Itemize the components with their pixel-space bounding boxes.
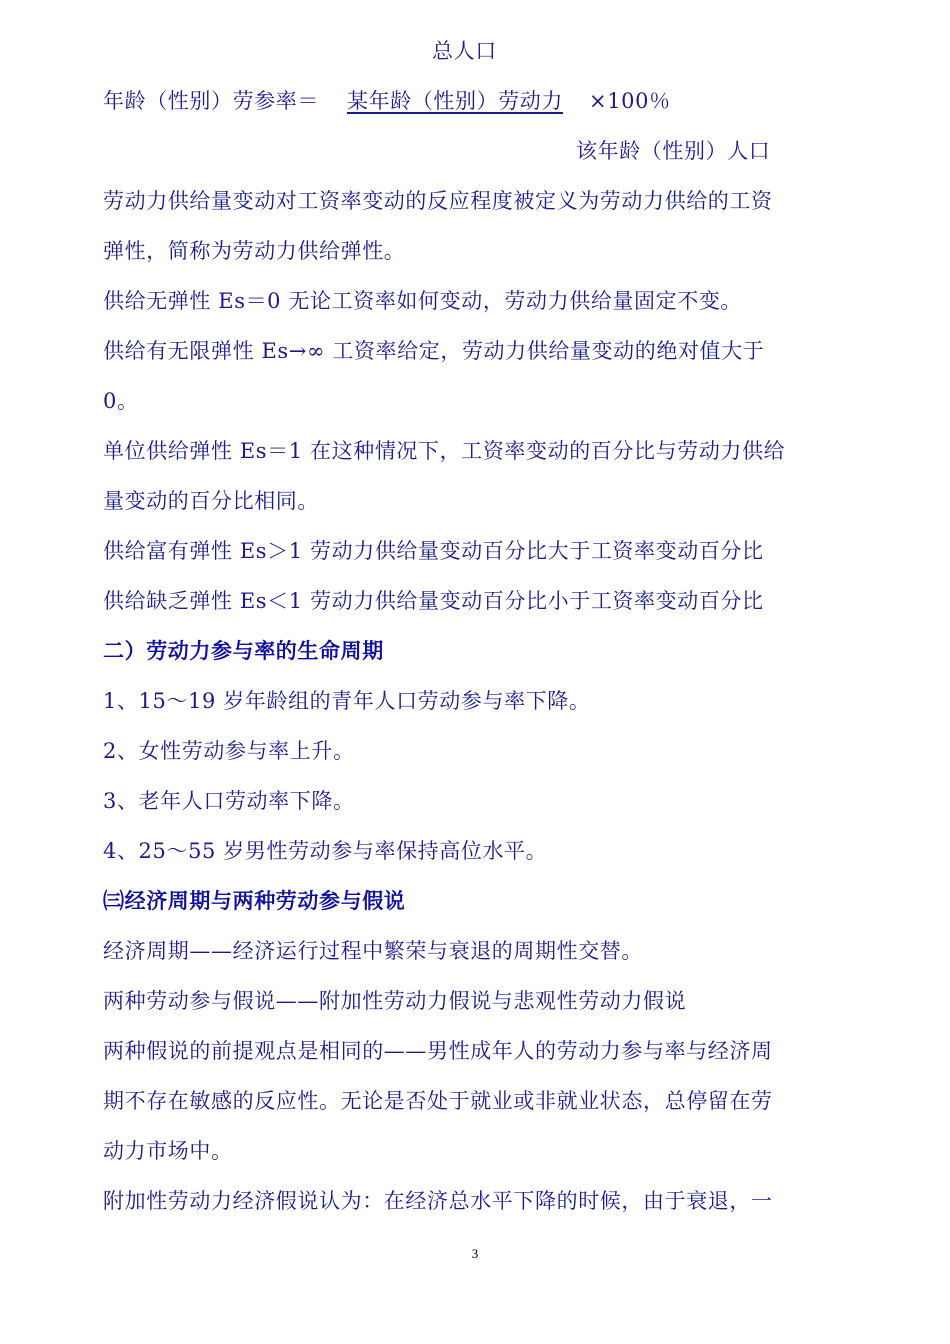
section-2-heading: 二）劳动力参与率的生命周期	[103, 638, 384, 663]
additive-hypothesis-line-1: 附加性劳动力经济假说认为：在经济总水平下降的时候，由于衰退，一	[103, 1189, 773, 1213]
premise-line-3: 动力市场中。	[103, 1139, 233, 1163]
page-number: 3	[471, 1246, 479, 1261]
list-item: 1、15～19 岁年龄组的青年人口劳动参与率下降。	[103, 689, 591, 713]
infinite-elasticity-line-1: 供给有无限弹性 Es→∞ 工资率给定，劳动力供给量变动的绝对值大于	[103, 339, 765, 363]
formula-denominator: 该年龄（性别）人口	[576, 139, 771, 163]
formula-multiplier: ×100％	[589, 89, 671, 113]
section-3-heading: ㈢经济周期与两种劳动参与假说	[103, 888, 406, 913]
unit-elasticity-line-1: 单位供给弹性 Es＝1 在这种情况下，工资率变动的百分比与劳动力供给	[103, 439, 786, 463]
list-item: 3、老年人口劳动率下降。	[103, 789, 355, 813]
inelastic-supply: 供给无弹性 Es＝0 无论工资率如何变动，劳动力供给量固定不变。	[103, 289, 743, 313]
unit-elasticity-line-2: 量变动的百分比相同。	[103, 489, 319, 513]
formula-lhs: 年龄（性别）劳参率＝	[103, 89, 319, 113]
formula-top-denominator: 总人口	[432, 39, 497, 63]
elastic-supply: 供给富有弹性 Es＞1 劳动力供给量变动百分比大于工资率变动百分比	[103, 539, 764, 563]
two-hypotheses: 两种劳动参与假说——附加性劳动力假说与悲观性劳动力假说	[103, 989, 687, 1013]
premise-line-2: 期不存在敏感的反应性。无论是否处于就业或非就业状态，总停留在劳	[103, 1089, 773, 1113]
formula-line	[103, 86, 671, 116]
inelastic-supply-lack: 供给缺乏弹性 Es＜1 劳动力供给量变动百分比小于工资率变动百分比	[103, 589, 764, 613]
premise-line-1: 两种假说的前提观点是相同的——男性成年人的劳动力参与率与经济周	[103, 1039, 773, 1063]
elasticity-definition-line-1: 劳动力供给量变动对工资率变动的反应程度被定义为劳动力供给的工资	[103, 189, 773, 213]
list-item: 4、25～55 岁男性劳动参与率保持高位水平。	[103, 839, 548, 863]
formula-numerator: 某年龄（性别）劳动力	[347, 89, 563, 113]
economic-cycle-definition: 经济周期——经济运行过程中繁荣与衰退的周期性交替。	[103, 939, 643, 963]
elasticity-definition-line-2: 弹性，简称为劳动力供给弹性。	[103, 239, 406, 263]
infinite-elasticity-line-2: 0。	[103, 389, 139, 413]
list-item: 2、女性劳动参与率上升。	[103, 739, 355, 763]
